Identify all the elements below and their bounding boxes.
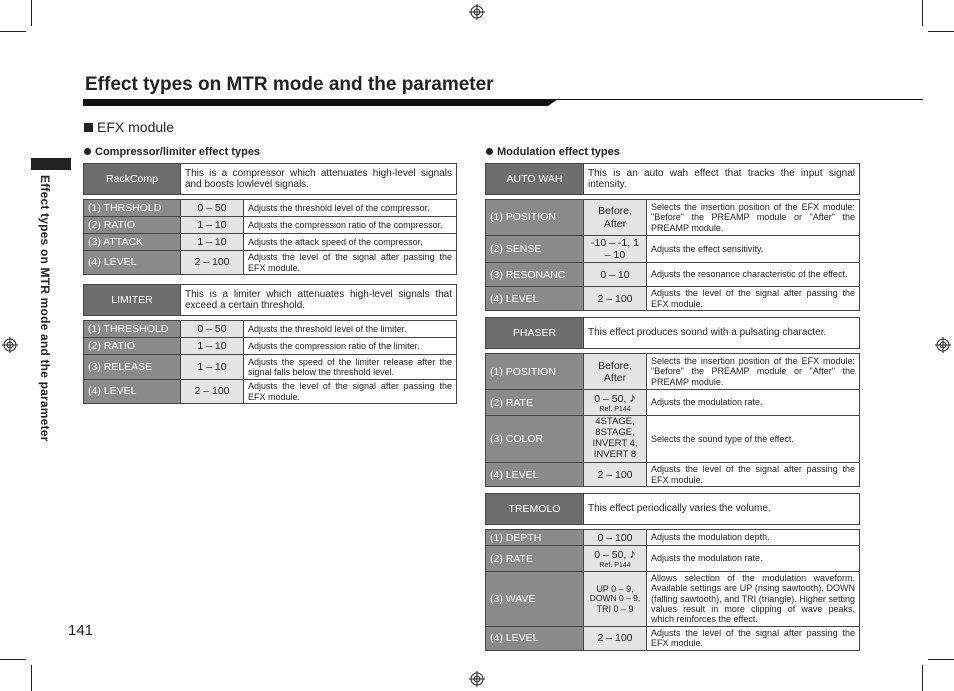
param-range xyxy=(584,546,647,572)
effect-header-row xyxy=(486,494,860,525)
param-desc: Adjusts the threshold level of the limiter. xyxy=(244,321,457,338)
effect-name: LIMITER xyxy=(84,285,181,316)
param-row xyxy=(486,354,860,390)
param-desc: Adjusts the level of the signal after passing the EFX module. xyxy=(244,251,457,275)
param-desc: Adjusts the compression ratio of the compressor. xyxy=(244,217,457,234)
param-range: 0 – 100 xyxy=(584,530,647,546)
table-spacer xyxy=(486,311,860,318)
param-row xyxy=(486,626,860,650)
param-range: 2 – 100 xyxy=(584,626,647,650)
sidebar-chapter-title: Effect types on MTR mode and the parameter xyxy=(38,175,52,442)
param-row xyxy=(486,572,860,627)
param-range: 1 – 10 xyxy=(181,355,244,380)
param-name: (4) LEVEL xyxy=(84,380,181,404)
param-row xyxy=(486,546,860,572)
param-desc: Adjusts the level of the signal after passing the EFX module. xyxy=(647,287,860,311)
param-desc: Selects the insertion position of the EFX module: "Before" the PREAMP module or "After" the PREAMP module. xyxy=(647,200,860,236)
page-number: 141 xyxy=(68,622,94,639)
modulation-heading xyxy=(486,146,620,158)
param-name: (2) RATE xyxy=(486,390,584,416)
param-range: -10 – -1, 1 – 10 xyxy=(584,236,647,263)
sidebar-tab-marker xyxy=(31,158,71,170)
param-desc: Adjusts the speed of the limiter release after the signal falls below the threshold level. xyxy=(244,355,457,380)
param-name: (2) RATIO xyxy=(84,338,181,355)
compressor-limiter-table xyxy=(83,163,457,404)
param-name: (4) LEVEL xyxy=(486,626,584,650)
param-name: (1) THRESHOLD xyxy=(84,321,181,338)
param-name: (2) RATIO xyxy=(84,217,181,234)
param-desc: Adjusts the level of the signal after passing the EFX module. xyxy=(244,380,457,404)
range-line: UP 0 – 9, xyxy=(596,583,634,594)
param-desc: Adjusts the effect sensitivity. xyxy=(647,236,860,263)
note-icon: ♪ xyxy=(629,390,636,406)
effect-name: RackComp xyxy=(84,164,181,195)
page-reference: Ref. P144 xyxy=(599,406,631,414)
effect-name: TREMOLO xyxy=(486,494,584,525)
effect-description: This effect periodically varies the volume. xyxy=(584,494,860,525)
param-row xyxy=(486,463,860,487)
param-range: Before, After xyxy=(584,200,647,236)
range-value: 0 – 50, xyxy=(594,549,627,562)
param-desc: Adjusts the resonance characteristic of the effect. xyxy=(647,263,860,287)
effect-header-row xyxy=(486,318,860,349)
param-name: (1) POSITION xyxy=(486,200,584,236)
param-row xyxy=(486,287,860,311)
param-desc: Adjusts the threshold level of the compressor. xyxy=(244,200,457,217)
param-name: (2) RATE xyxy=(486,546,584,572)
effect-description: This is a limiter which attenuates high-level signals that exceed a certain threshold. xyxy=(181,285,457,316)
param-name: (3) RESONANC xyxy=(486,263,584,287)
param-row xyxy=(84,380,457,404)
param-range: 4STAGE, 8STAGE, INVERT 4, INVERT 8 xyxy=(584,416,647,463)
param-name: (1) THRSHOLD xyxy=(84,200,181,217)
param-desc: Adjusts the level of the signal after passing the EFX module. xyxy=(647,626,860,650)
registration-mark-icon xyxy=(469,671,485,687)
section-label xyxy=(84,119,174,135)
compressor-heading-text: Compressor/limiter effect types xyxy=(95,146,261,158)
param-range: 1 – 10 xyxy=(181,234,244,251)
param-name: (4) LEVEL xyxy=(486,287,584,311)
param-desc: Adjusts the modulation depth. xyxy=(647,530,860,546)
param-desc: Allows selection of the modulation waveform. Available settings are UP (rising sawtooth), DOWN (falling sawtooth), and TRI (triangle). Higher setting values result in more clipping of wave peaks, which reinforces the effect. xyxy=(647,572,860,627)
effect-description: This is a compressor which attenuates high-level signals and boosts lowlevel signals. xyxy=(181,164,457,195)
param-name: (3) RELEASE xyxy=(84,355,181,380)
modulation-table xyxy=(485,163,860,651)
crop-mark xyxy=(928,659,954,660)
param-row xyxy=(84,338,457,355)
param-range: 0 – 10 xyxy=(584,263,647,287)
param-name: (3) WAVE xyxy=(486,572,584,627)
registration-mark-icon xyxy=(2,337,18,353)
effect-header-row xyxy=(84,285,457,316)
param-desc: Adjusts the modulation rate. xyxy=(647,546,860,572)
param-name: (1) DEPTH xyxy=(486,530,584,546)
registration-mark-icon xyxy=(469,4,485,20)
note-icon: ♪ xyxy=(629,546,636,562)
param-range xyxy=(584,572,647,627)
param-range: 1 – 10 xyxy=(181,338,244,355)
param-name: (3) COLOR xyxy=(486,416,584,463)
range-line: DOWN 0 – 9, xyxy=(589,593,641,604)
section-label-text: EFX module xyxy=(97,119,175,135)
param-name: (1) POSITION xyxy=(486,354,584,390)
param-row xyxy=(486,263,860,287)
param-desc: Adjusts the compression ratio of the limiter. xyxy=(244,338,457,355)
param-range: 0 – 50 xyxy=(181,200,244,217)
crop-mark xyxy=(922,0,923,26)
bullet-dot-icon xyxy=(486,148,493,155)
crop-mark xyxy=(31,0,32,26)
table-spacer xyxy=(486,487,860,494)
param-row xyxy=(486,236,860,263)
bullet-dot-icon xyxy=(84,148,91,155)
crop-mark xyxy=(928,31,954,32)
param-desc: Selects the insertion position of the EFX module: "Before" the PREAMP module or "After" the PREAMP module. xyxy=(647,354,860,390)
param-row xyxy=(486,530,860,546)
param-desc: Adjusts the attack speed of the compressor. xyxy=(244,234,457,251)
crop-mark xyxy=(0,31,26,32)
modulation-heading-text: Modulation effect types xyxy=(497,146,620,158)
param-range: 2 – 100 xyxy=(584,463,647,487)
param-range: Before, After xyxy=(584,354,647,390)
range-value: 0 – 50, xyxy=(594,393,627,406)
range-line: TRI 0 – 9 xyxy=(596,603,634,614)
param-range: 2 – 100 xyxy=(181,380,244,404)
crop-mark xyxy=(0,659,26,660)
effect-description: This is an auto wah effect that tracks the input signal intensity. xyxy=(584,164,860,195)
param-name: (4) LEVEL xyxy=(486,463,584,487)
effect-header-row xyxy=(486,164,860,195)
param-range: 2 – 100 xyxy=(584,287,647,311)
param-row xyxy=(84,234,457,251)
effect-name: AUTO WAH xyxy=(486,164,584,195)
param-row xyxy=(84,217,457,234)
param-name: (3) ATTACK xyxy=(84,234,181,251)
effect-name: PHASER xyxy=(486,318,584,349)
title-underline xyxy=(83,99,923,107)
param-range: 2 – 100 xyxy=(181,251,244,275)
registration-mark-icon xyxy=(935,337,951,353)
compressor-heading xyxy=(84,146,260,158)
page-reference: Ref. P144 xyxy=(599,562,631,570)
param-row xyxy=(84,251,457,275)
param-range: 1 – 10 xyxy=(181,217,244,234)
param-range xyxy=(584,390,647,416)
param-row xyxy=(84,321,457,338)
param-row xyxy=(84,355,457,380)
param-desc: Adjusts the level of the signal after passing the EFX module. xyxy=(647,463,860,487)
param-row xyxy=(84,200,457,217)
crop-mark xyxy=(31,665,32,691)
param-name: (2) SENSE xyxy=(486,236,584,263)
param-name: (4) LEVEL xyxy=(84,251,181,275)
page-title: Effect types on MTR mode and the parameter xyxy=(85,74,494,95)
param-desc: Adjusts the modulation rate. xyxy=(647,390,860,416)
square-bullet-icon xyxy=(84,123,93,132)
effect-description: This effect produces sound with a pulsating character. xyxy=(584,318,860,349)
effect-header-row xyxy=(84,164,457,195)
table-spacer xyxy=(84,275,457,285)
param-row xyxy=(486,200,860,236)
param-desc: Selects the sound type of the effect. xyxy=(647,416,860,463)
param-row xyxy=(486,390,860,416)
param-row xyxy=(486,416,860,463)
param-range: 0 – 50 xyxy=(181,321,244,338)
crop-mark xyxy=(922,665,923,691)
